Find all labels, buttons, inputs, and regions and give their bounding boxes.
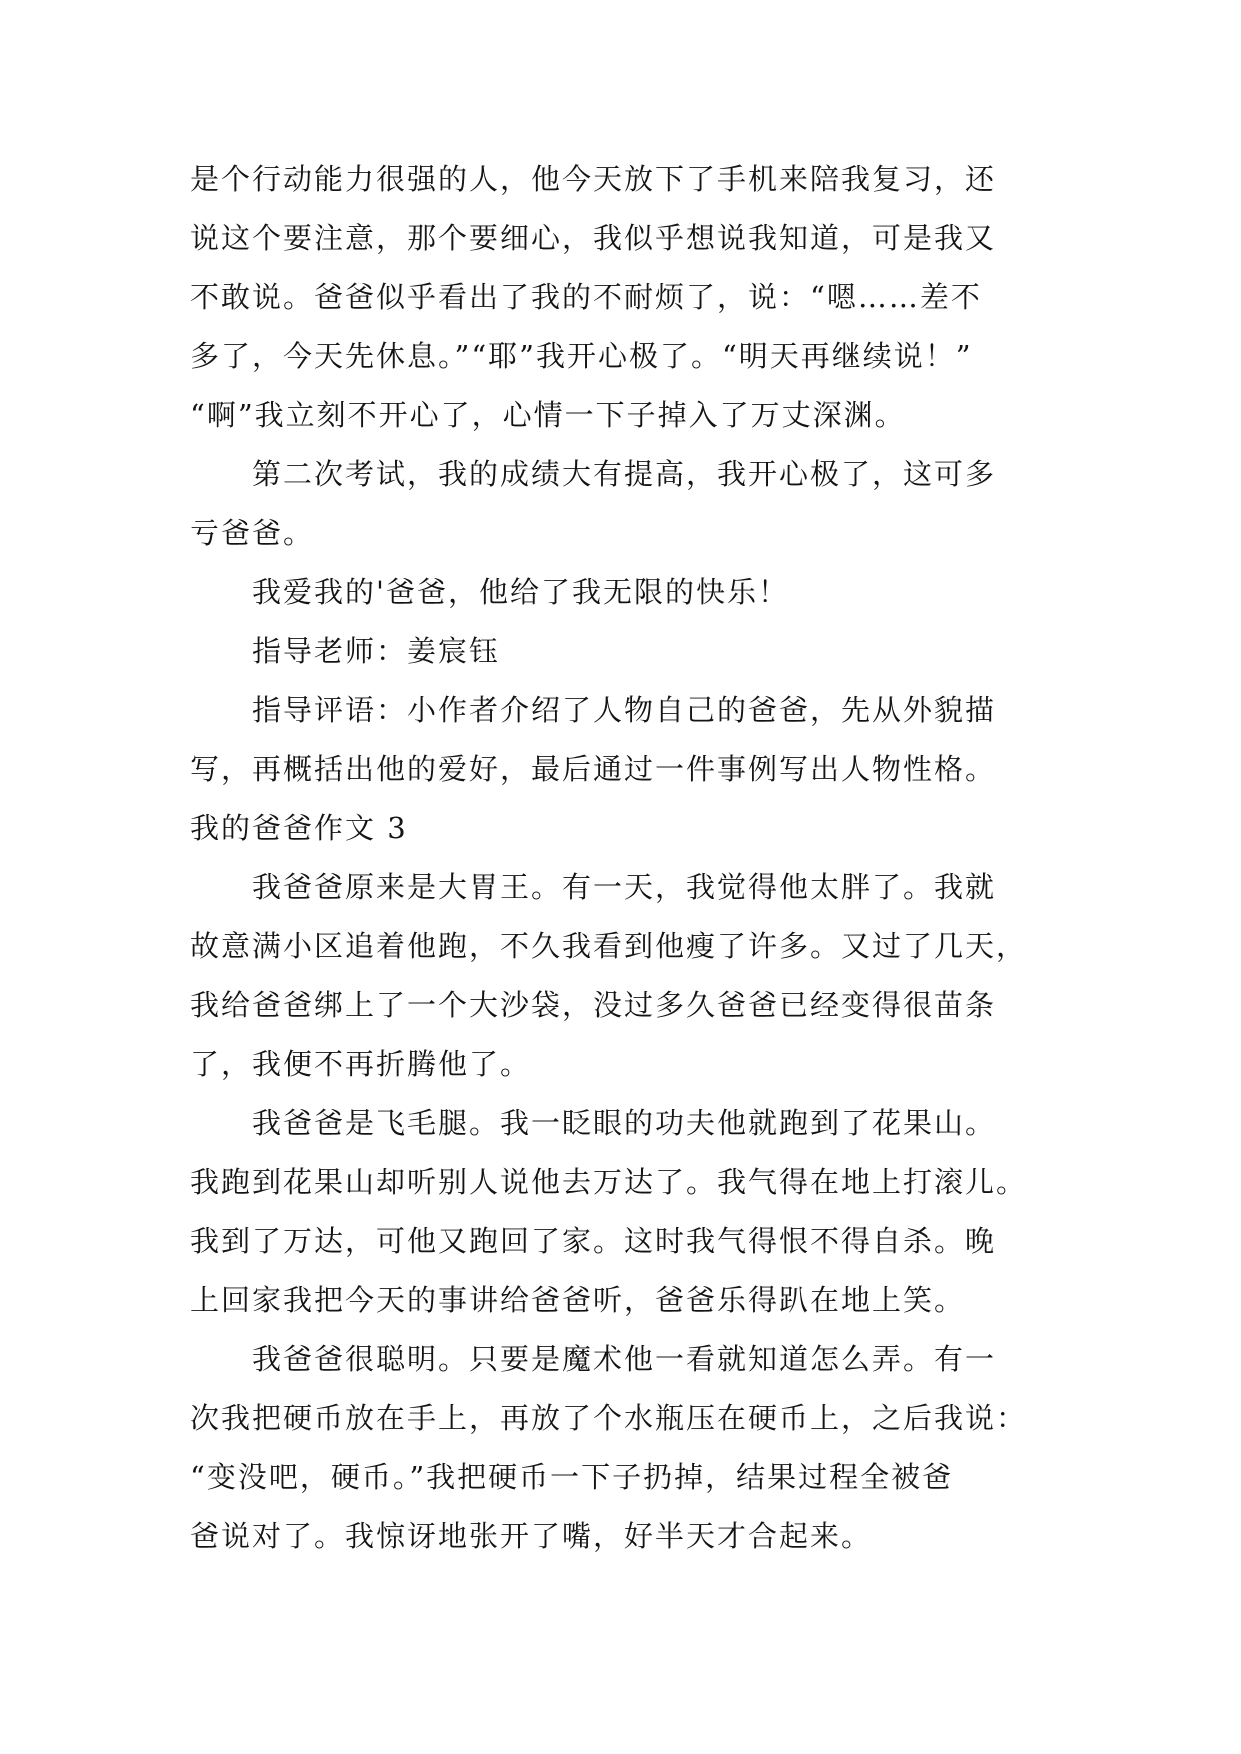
text-line: 多了，今天先休息。”“耶”我开心极了。“明天再继续说！”: [190, 339, 973, 373]
text-line: 不敢说。爸爸似乎看出了我的不耐烦了，说：“嗯……差不: [190, 280, 982, 314]
text-line: “变没吧，硬币。”我把硬币一下子扔掉，结果过程全被爸: [190, 1460, 954, 1494]
text-line: “啊”我立刻不开心了，心情一下子掉入了万丈深渊。: [190, 398, 906, 432]
teacher-line: 指导老师：姜宸钰: [252, 634, 501, 668]
text-line: 我跑到花果山却听别人说他去万达了。我气得在地上打滚儿。: [190, 1165, 1028, 1199]
text-line: 我到了万达，可他又跑回了家。这时我气得恨不得自杀。晚: [190, 1224, 997, 1258]
text-line: 次我把硬币放在手上，再放了个水瓶压在硬币上，之后我说：: [190, 1401, 1028, 1435]
paragraph-first-line: 我爸爸是飞毛腿。我一眨眼的功夫他就跑到了花果山。: [252, 1106, 997, 1140]
paragraph-first-line: 我爱我的'爸爸，他给了我无限的快乐！: [252, 575, 789, 609]
text-line: 写，再概括出他的爱好，最后通过一件事例写出人物性格。: [190, 752, 997, 786]
paragraph-first-line: 我爸爸很聪明。只要是魔术他一看就知道怎么弄。有一: [252, 1342, 997, 1376]
paragraph-first-line: 我爸爸原来是大胃王。有一天，我觉得他太胖了。我就: [252, 870, 997, 904]
text-line: 说这个要注意，那个要细心，我似乎想说我知道，可是我又: [190, 221, 997, 255]
section-heading: 我的爸爸作文 3: [190, 811, 408, 845]
comment-first-line: 指导评语：小作者介绍了人物自己的爸爸，先从外貌描: [252, 693, 997, 727]
text-line: 亏爸爸。: [190, 516, 315, 550]
document-body: [190, 150, 1070, 1566]
text-line: 我给爸爸绑上了一个大沙袋，没过多久爸爸已经变得很苗条: [190, 988, 997, 1022]
text-line: 爸说对了。我惊讶地张开了嘴，好半天才合起来。: [190, 1519, 873, 1553]
text-line: 是个行动能力很强的人，他今天放下了手机来陪我复习，还: [190, 162, 997, 196]
text-line: 了，我便不再折腾他了。: [190, 1047, 532, 1081]
text-line: 上回家我把今天的事讲给爸爸听，爸爸乐得趴在地上笑。: [190, 1283, 966, 1317]
paragraph-first-line: 第二次考试，我的成绩大有提高，我开心极了，这可多: [252, 457, 997, 491]
text-line: 故意满小区追着他跑，不久我看到他瘦了许多。又过了几天，: [190, 929, 1028, 963]
